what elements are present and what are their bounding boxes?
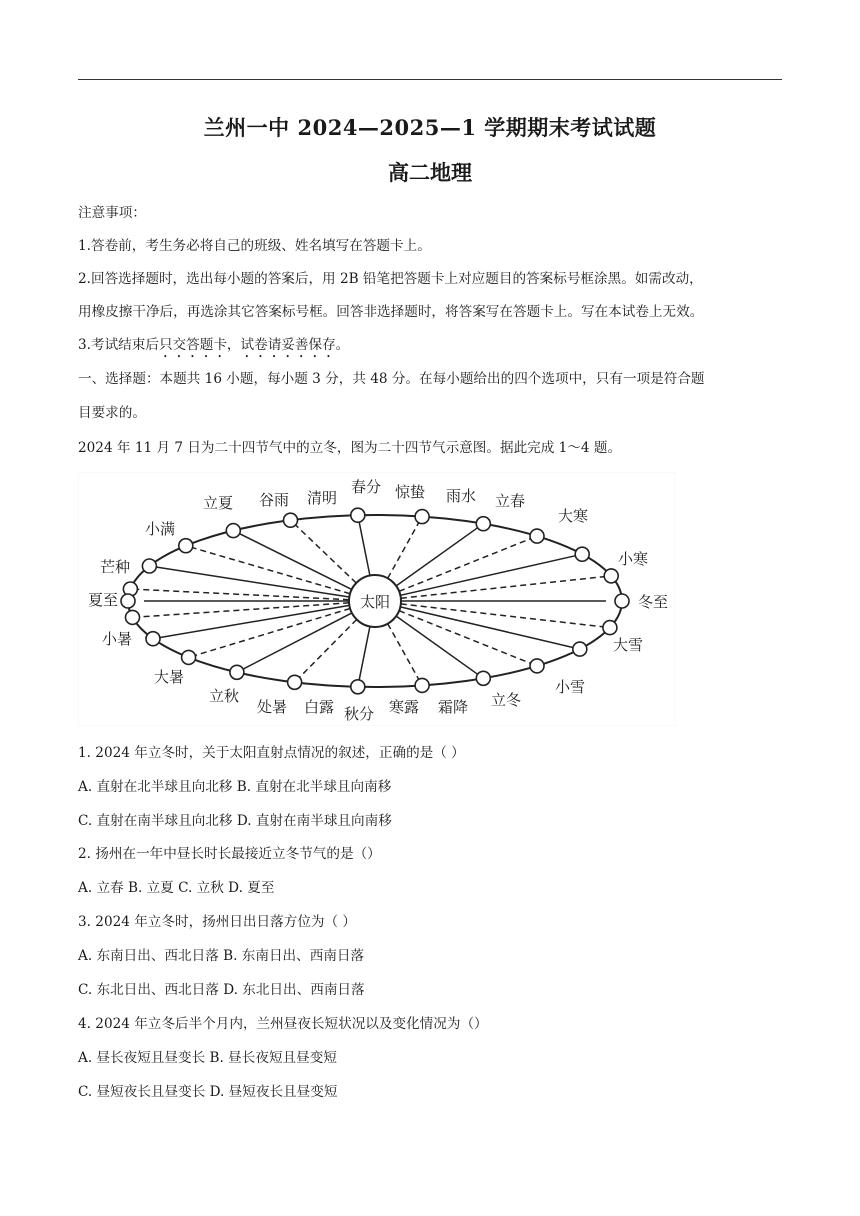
term-qiufen: 秋分 [343,705,375,723]
question-3-options-cd: C. 东北日出、西北日落 D. 东北日出、西南日落 [78,982,365,998]
node-lichun [530,529,544,543]
node-yushui [476,517,490,531]
notice-heading: 注意事项： [78,205,146,221]
term-chushu: 处暑 [256,698,288,716]
term-mangzhong: 芒种 [99,558,130,576]
node-shuangjiang [476,671,490,685]
node-xiazhi [121,594,135,608]
term-qingming: 清明 [306,489,338,507]
term-xiaoshu: 小暑 [101,630,132,648]
node-xiaoxue [573,642,587,656]
notice-item-3-emphasis: 只交答题卡，试卷请妥善保存 [158,337,336,353]
term-lichun: 立春 [494,492,526,510]
node-dashu [146,632,160,646]
node-liqiu [182,650,196,664]
notice-item-3-prefix: 3.考试结束后 [78,337,159,353]
question-2-options: A. 立春 B. 立夏 C. 立秋 D. 夏至 [78,880,275,896]
question-1-options-cd: C. 直射在南半球且向北移 D. 直射在南半球且向南移 [78,813,392,829]
term-dongzhi: 冬至 [638,593,669,611]
section-1-line-1: 一、选择题：本题共 16 小题，每小题 3 分，共 48 分。在每小题给出的四个选项中，只有一项是符合题 [78,371,705,387]
notice-item-2-line-2: 用橡皮擦干净后，再选涂其它答案标号框。回答非选择题时，将答案写在答题卡上。写在本试卷上无效。 [78,304,704,320]
node-bailu [288,675,302,689]
node-guyu [226,524,240,538]
question-group-intro: 2024 年 11 月 7 日为二十四节气中的立冬，图为二十四节气示意图。据此完成 1～4 题。 [78,440,622,456]
term-liqiu: 立秋 [208,687,240,705]
sun-label: 太阳 [359,593,391,611]
node-xiaohan [604,569,618,583]
question-4-stem: 4. 2024 年立冬后半个月内，兰州昼夜长短状况以及变化情况为（） [78,1016,488,1032]
section-1-line-2: 目要求的。 [78,405,146,421]
term-yushui: 雨水 [445,487,477,505]
node-xiaoman [142,559,156,573]
solar-terms-diagram [78,472,676,726]
question-1-options-ab: A. 直射在北半球且向北移 B. 直射在北半球且向南移 [78,779,392,795]
node-hanlu [415,678,429,692]
notice-item-3-suffix: 。 [335,337,350,353]
node-qingming [284,513,298,527]
term-dashu: 大暑 [153,668,185,686]
term-lidong: 立冬 [490,691,522,709]
node-chushu [230,665,244,679]
node-jingzhe [415,510,429,524]
node-qiufen [351,680,365,694]
term-xiaoman: 小满 [144,520,175,538]
notice-item-1: 1.答卷前，考生务必将自己的班级、姓名填写在答题卡上。 [78,238,431,254]
exam-title: 兰州一中 2024—2025—1 学期期末考试试题 [203,115,657,140]
node-xiaoshu [126,610,140,624]
term-xiaohan: 小寒 [618,550,649,568]
exam-subtitle: 高二地理 [388,160,472,185]
question-3-options-ab: A. 东南日出、西北日落 B. 东南日出、西南日落 [78,948,365,964]
node-lidong [530,659,544,673]
node-dongzhi [615,594,629,608]
question-3-stem: 3. 2024 年立冬时，扬州日出日落方位为（ ） [78,914,357,930]
node-chunfen [351,508,365,522]
term-jingzhe: 惊蛰 [394,483,426,501]
question-1-stem: 1. 2024 年立冬时，关于太阳直射点情况的叙述，正确的是（ ） [78,745,465,761]
term-guyu: 谷雨 [258,491,290,509]
question-4-options-ab: A. 昼长夜短且昼变长 B. 昼长夜短且昼变短 [78,1050,337,1066]
node-daxue [603,621,617,635]
term-shuangjiang: 霜降 [437,698,469,716]
question-4-options-cd: C. 昼短夜长且昼变长 D. 昼短夜长且昼变短 [78,1084,338,1100]
notice-item-3 [78,336,349,361]
notice-item-2-line-1: 2.回答选择题时，选出每小题的答案后，用 2B 铅笔把答题卡上对应题目的答案标号框涂黑。如需改动， [78,271,703,287]
term-xiazhi: 夏至 [87,591,118,609]
node-lixia [179,539,193,553]
term-dahan: 大寒 [557,507,589,525]
term-bailu: 白露 [303,698,335,716]
term-lixia: 立夏 [202,494,234,512]
term-daxue: 大雪 [613,636,644,654]
term-chunfen: 春分 [350,478,382,496]
header-rule [78,79,782,80]
question-2-stem: 2. 扬州在一年中昼长时长最接近立冬节气的是（） [78,846,381,862]
term-xiaoxue: 小雪 [554,678,586,696]
term-hanlu: 寒露 [388,698,420,716]
node-dahan [575,547,589,561]
